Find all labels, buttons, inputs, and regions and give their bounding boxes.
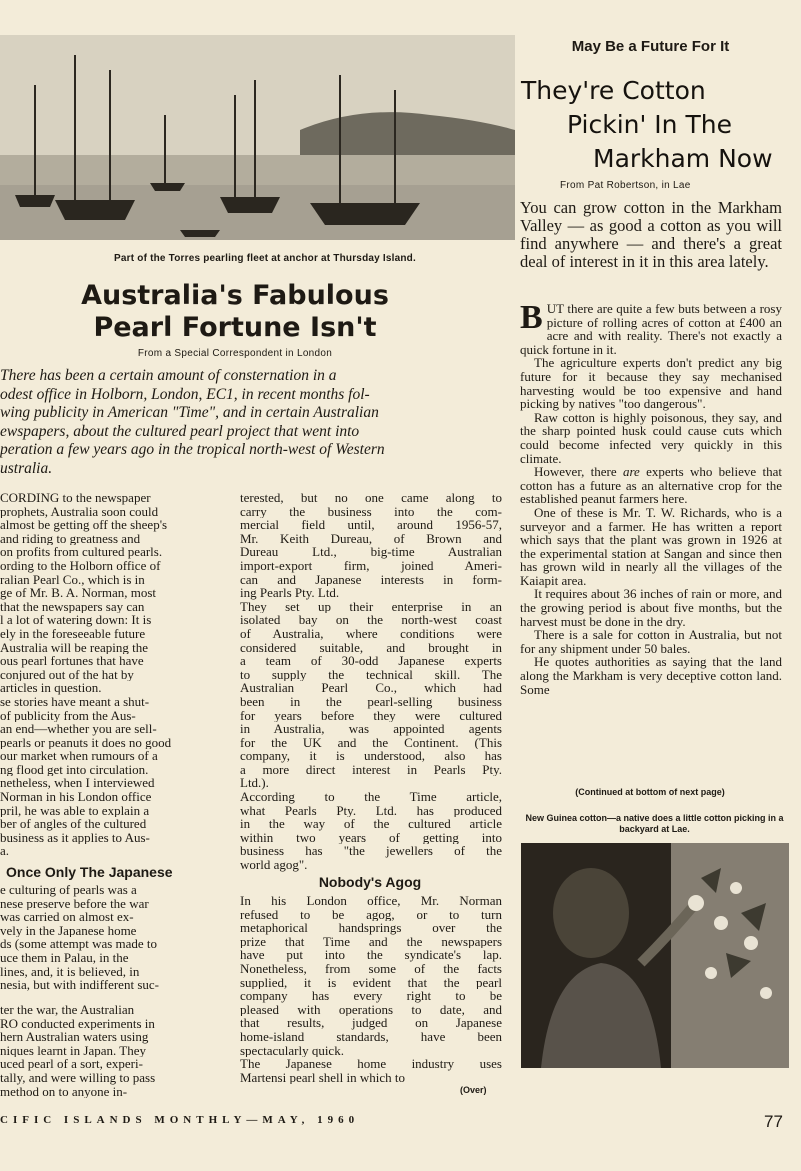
pearl-column-1-final — [0, 1003, 226, 1098]
cotton-photo-caption: New Guinea cotton—a native does a little cotton picking in a backyard at Lae. — [525, 813, 784, 834]
text-line: carry the business into the com- — [240, 504, 502, 519]
text-line: ge of Mr. B. A. Norman, most — [0, 586, 156, 600]
text-line: According to the Time article, — [240, 790, 502, 804]
text-line: In his London office, Mr. Norman — [240, 894, 502, 908]
page-number: 77 — [764, 1112, 783, 1131]
text-line: import-export firm, joined Ameri- — [240, 558, 502, 573]
text-line: in the way of the cultured article — [240, 817, 502, 831]
text-line: spectacularly quick. — [240, 1043, 344, 1058]
pearl-column-1-continued — [0, 883, 226, 992]
text-line: Australia will be reaping the — [0, 640, 149, 655]
text-line: business as it applies to Aus- — [0, 830, 150, 845]
text-line: company has every right to be — [240, 989, 502, 1003]
text-line: home-island standards, have been — [240, 1029, 502, 1044]
pearl-column-1 — [0, 491, 226, 858]
text-line: Australian Pearl Co., which had — [240, 681, 502, 695]
cotton-paragraph: Raw cotton is highly poisonous, they say, and the sharp pointed husk could cause cuts which could become infected very quickly in this climate. — [520, 409, 782, 466]
text-line: can and Japanese interests in form- — [240, 572, 502, 587]
text-line: what Pearls Pty. Ltd. has produced — [240, 803, 502, 818]
text-line: on profits from cultured pearls. — [0, 545, 163, 559]
intro-line: odest office in Holborn, London, EC1, in recent months fol- — [0, 385, 370, 403]
text-line: The Japanese home industry uses — [240, 1057, 502, 1071]
text-line: hern Australian waters using — [0, 1030, 149, 1044]
text-line: for the UK and the Continent. (This — [240, 735, 502, 750]
text-line: an end—whether you are sell- — [0, 722, 157, 736]
text-line: CORDING to the newspaper — [0, 491, 151, 505]
text-line: They set up their enterprise in an — [240, 599, 502, 614]
cotton-title-line-2: Pickin' In The — [567, 110, 732, 139]
fleet-photo-caption: Part of the Torres pearling fleet at anchor at Thursday Island. — [114, 253, 416, 264]
cotton-paragraph: The agriculture experts don't predict any big future for it because they say mechanised harvesting would be too expensive and hand picking by natives "too dangerous". — [520, 355, 782, 412]
pearling-fleet-illustration — [0, 35, 515, 240]
text-line: ng flood get into circulation. — [0, 762, 149, 777]
text-line: ording to the Holborn office of — [0, 558, 161, 573]
text-line: uced pearl of a sort, experi- — [0, 1057, 143, 1071]
pearl-byline: From a Special Correspondent in London — [137, 348, 333, 359]
text-line: e culturing of pearls was a — [0, 883, 137, 897]
text-line: to supply the technical skill. The — [240, 667, 502, 682]
text-line: business has "the jewellers of the — [240, 844, 502, 859]
cotton-paragraph — [520, 465, 782, 506]
pearling-fleet-photo — [0, 35, 515, 240]
pearl-title-line-2: Pearl Fortune Isn't — [93, 312, 377, 343]
text-line: that results, judged on Japanese — [240, 1016, 502, 1030]
text-line: of Australia, where conditions were — [240, 626, 502, 641]
page-footer: CIFIC ISLANDS MONTHLY—MAY, 1960 — [0, 1114, 360, 1126]
text-line: mercial field until, around 1956-57, — [240, 518, 502, 532]
cotton-article-title — [515, 74, 790, 176]
cotton-paragraph: It requires about 36 inches of rain or more, and the growing period is about five months, but the harvest must be done in the dry. — [520, 586, 782, 629]
text-line: Ltd.). — [240, 776, 269, 791]
cotton-byline: From Pat Robertson, in Lae — [560, 180, 691, 191]
cotton-picking-illustration — [521, 843, 789, 1068]
text-line: our market when rumours of a — [0, 749, 158, 763]
text-line: refused to be agog, or to turn — [240, 907, 502, 922]
text-line: and riding to greatness and — [0, 531, 141, 546]
text-line: that the newspapers say can — [0, 599, 145, 614]
cotton-paragraph — [520, 299, 782, 357]
cotton-paragraph-text: However, there — [534, 464, 623, 480]
text-line: nesia, but with indifferent suc- — [0, 978, 159, 992]
text-line: pearls or peanuts it does no good — [0, 735, 172, 750]
text-line: Martensi pearl shell in which to — [240, 1070, 405, 1085]
text-line: world agog". — [240, 858, 308, 872]
text-line: supplied, it is evident that the pearl — [240, 975, 502, 990]
text-line: lines, and, it is believed, in — [0, 964, 140, 979]
cotton-paragraph: He quotes authorities as saying that the land along the Markham is very deceptive cotton land. Some — [520, 654, 782, 697]
text-line: a more direct interest in Pearls Pty. — [240, 762, 502, 777]
intro-line: There has been a certain amount of consternation in a — [0, 367, 337, 384]
text-line: vely in the Japanese home — [0, 923, 137, 938]
pearl-article-title — [40, 280, 430, 344]
text-line: of publicity from the Aus- — [0, 708, 136, 723]
cotton-picking-photo — [521, 843, 789, 1068]
cotton-title-line-3: Markham Now — [593, 144, 773, 173]
text-line: prophets, Australia soon could — [0, 504, 159, 519]
text-line: nese preserve before the war — [0, 896, 149, 911]
cotton-paragraph-text: experts who believe that cotton has a future as an alternative crop for the established peanut farmers here. — [520, 464, 782, 507]
intro-line: peration a few years ago in the tropical north-west of Western — [0, 441, 385, 459]
text-line: Dureau Ltd., big-time Australian — [240, 545, 502, 559]
text-line: uce them in Palau, in the — [0, 950, 129, 965]
text-line: been in the pearl-selling business — [240, 694, 502, 709]
pearl-column-2-continued — [240, 894, 502, 1084]
text-line: almost be getting off the sheep's — [0, 518, 168, 532]
text-line: ous pearl fortunes that have — [0, 654, 144, 668]
text-line: within two years of getting into — [240, 830, 502, 845]
cotton-intro: You can grow cotton in the Markham Valley — as good a cotton as you will find anywhere — and there's a great deal of interest in it in this area lately. — [520, 198, 782, 271]
text-line: terested, but no one came along to — [240, 491, 502, 505]
pearl-title-line-1: Australia's Fabulous — [81, 280, 389, 311]
text-line: have put into the syndicate's lap. — [240, 948, 502, 962]
text-line: Nonetheless, from some of the facts — [240, 961, 502, 976]
text-line: prize that Time and the newspapers — [240, 934, 502, 949]
text-line: pril, he was able to explain a — [0, 803, 150, 818]
text-line: Mr. Keith Dureau, of Brown and — [240, 531, 502, 546]
text-line: niques learnt in Japan. They — [0, 1043, 146, 1058]
intro-line: wing publicity in American "Time", and in certain Australian — [0, 404, 379, 422]
text-line: a team of 30-odd Japanese experts — [240, 654, 502, 668]
cotton-paragraph-text: UT there are quite a few buts between a rosy picture of rolling acres of cotton at £400 an acre and with reality. There's not exactly a quick fortune in it. — [520, 301, 782, 357]
text-line: netheless, when I interviewed — [0, 776, 155, 791]
text-line: company, it is understood, also has — [240, 749, 502, 763]
intro-line: ustralia. — [0, 459, 53, 477]
text-line: a. — [0, 844, 10, 859]
text-line: method on to anyone in- — [0, 1084, 128, 1099]
pearl-intro — [0, 367, 485, 479]
text-line: for years before they were cultured — [240, 708, 502, 723]
text-line: se stories have meant a shut- — [0, 694, 150, 709]
text-line: ds (some attempt was made to — [0, 937, 158, 951]
text-line: tally, and were willing to pass — [0, 1070, 156, 1085]
text-line: ralian Pearl Co., which is in — [0, 572, 145, 587]
text-line: ing Pearls Pty. Ltd. — [240, 586, 340, 600]
text-line: Norman in his London office — [0, 790, 152, 804]
text-line: metaphorical handsprings over the — [240, 921, 502, 935]
text-line: isolated bay on the north-west coast — [240, 613, 502, 627]
text-line: considered suitable, and brought in — [240, 640, 502, 655]
text-line: pleased with operations to date, and — [240, 1002, 502, 1017]
continued-note: (Continued at bottom of next page) — [575, 787, 725, 797]
cotton-paragraph: There is a sale for cotton in Australia, but not for any shipment under 50 bales. — [520, 627, 782, 656]
text-line: articles in question. — [0, 681, 102, 695]
cotton-body — [520, 299, 782, 697]
text-line: conjured out of the hat by — [0, 667, 134, 682]
text-line: ter the war, the Australian — [0, 1003, 135, 1017]
emphasis-text: are — [622, 464, 640, 480]
pearl-column-2 — [240, 491, 502, 872]
text-line: ely in the foreseeable future — [0, 626, 146, 641]
intro-line: ewspapers, about the cultured pearl project that went into — [0, 422, 360, 440]
subhead-once-only-japanese: Once Only The Japanese — [6, 864, 173, 880]
subhead-nobodys-agog: Nobody's Agog — [318, 874, 422, 890]
kicker-headline: May Be a Future For It — [571, 38, 730, 55]
text-line: l a lot of watering down: It is — [0, 613, 152, 627]
cotton-paragraph: One of these is Mr. T. W. Richards, who is a surveyor and a farmer. He has written a report which says that the plant was grown in 1926 at the experimental station at Sangan and since then has grown wild in nearly all the villages of the Kaiapit area. — [520, 504, 782, 588]
cotton-title-line-1: They're Cotton — [521, 76, 706, 105]
text-line: ber of angles of the cultured — [0, 817, 147, 831]
drop-cap: B — [520, 299, 543, 336]
over-note: (Over) — [460, 1085, 487, 1095]
text-line: was carried on almost ex- — [0, 910, 134, 924]
text-line: in Australia, was appointed agents — [240, 722, 502, 736]
text-line: RO conducted experiments in — [0, 1016, 155, 1031]
